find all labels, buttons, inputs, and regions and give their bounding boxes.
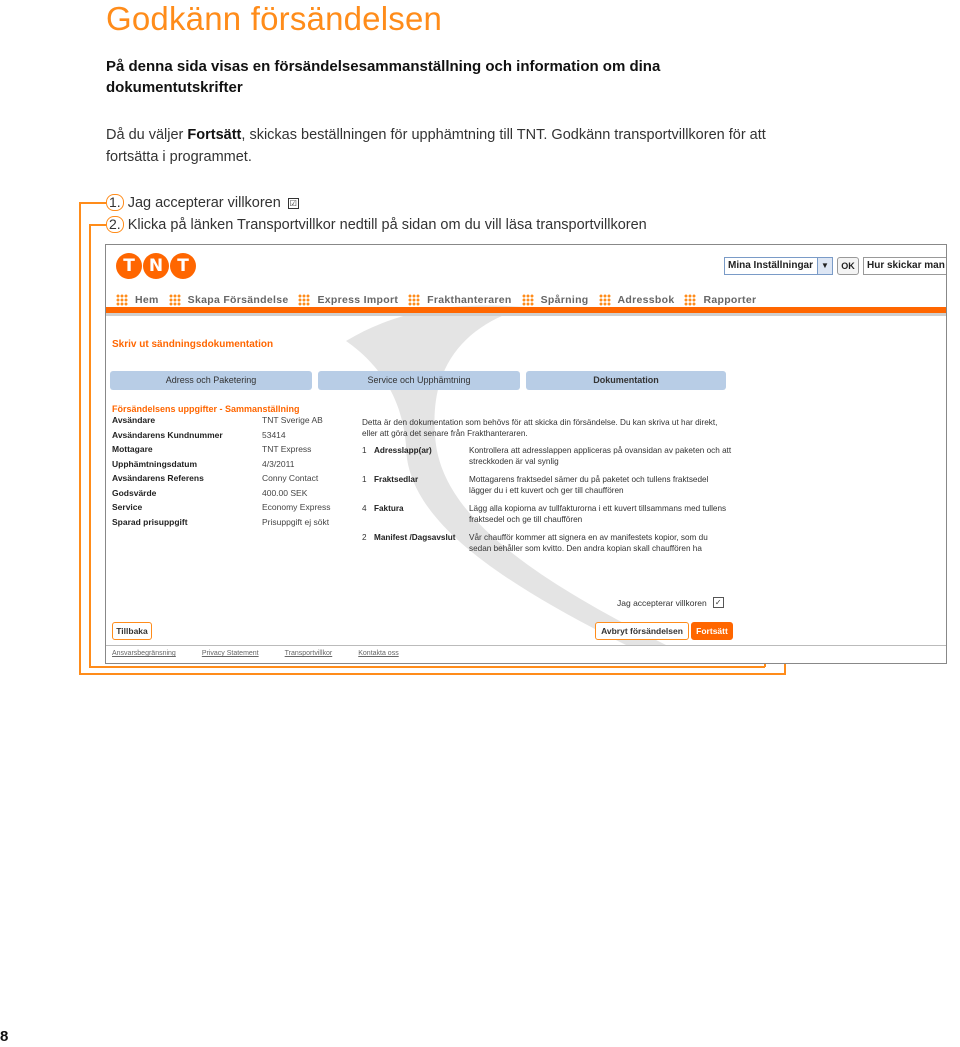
summary-value: 400.00 SEK [262, 487, 308, 498]
page-subtitle: På denna sida visas en försändelsesammanställning och information om dina dokumentutskrifter [106, 58, 661, 96]
dots-icon [169, 294, 181, 306]
summary-key: Avsändare [112, 415, 156, 425]
documents-list [362, 417, 732, 561]
document-row [362, 532, 732, 554]
connector-line [89, 224, 106, 226]
document-count: 2 [362, 533, 367, 542]
document-count: 1 [362, 446, 367, 455]
connector-line [89, 666, 765, 668]
summary-heading: Försändelsens uppgifter - Sammanställning [112, 404, 300, 414]
checkbox-checked-icon: ☑ [289, 198, 297, 208]
summary-key: Avsändarens Kundnummer [112, 429, 223, 440]
dots-icon [116, 294, 128, 306]
connector-line [79, 673, 785, 675]
document-name: Manifest /Dagsavslut [374, 533, 456, 542]
tnt-logo [116, 253, 196, 279]
ok-button[interactable]: OK [837, 257, 859, 275]
summary-value: TNT Express [262, 444, 312, 454]
step-1 [106, 194, 299, 211]
step-2-number: 2. [106, 216, 124, 233]
tnt-logo-letter: T [170, 253, 196, 279]
page-title: Godkänn försändelsen [106, 0, 443, 37]
back-button[interactable]: Tillbaka [112, 622, 152, 640]
accept-terms-label: Jag accepterar villkoren [617, 597, 707, 608]
footer-link-privacy[interactable]: Privacy Statement [201, 650, 259, 657]
footer-links [112, 650, 399, 657]
summary-row [112, 415, 331, 430]
summary-row [112, 488, 331, 503]
dots-icon [684, 294, 696, 306]
footer-divider [106, 645, 946, 646]
nav-item-label: Express Import [317, 294, 399, 306]
tnt-logo-letter: T [116, 253, 142, 279]
summary-value: 4/3/2011 [262, 458, 295, 469]
intro-pre: Då du väljer [106, 127, 188, 143]
tnt-logo-letter: N [143, 253, 169, 279]
nav-item-label: Spårning [540, 294, 589, 306]
nav-item-label: Adressbok [617, 294, 675, 306]
summary-key: Sparad prisuppgift [112, 516, 188, 527]
dots-icon [298, 294, 310, 306]
document-desc: Mottagarens fraktsedel sämer du på paketet och tullens fraktsedel lägger du i ett kuvert och ger till chauffören [469, 475, 709, 495]
footer-link-transportvillkor[interactable]: Transportvillkor [284, 650, 333, 657]
accept-terms [617, 597, 724, 608]
dots-icon [408, 294, 420, 306]
accept-terms-checkbox[interactable]: ✓ [713, 597, 724, 608]
document-row [362, 445, 732, 467]
summary-value: Conny Contact [262, 473, 319, 483]
connector-line [89, 224, 91, 667]
step-1-text: Jag accepterar villkoren [127, 195, 281, 211]
divider [106, 313, 946, 316]
summary-table [112, 415, 331, 531]
connector-line [79, 202, 81, 674]
footer-link-ansvarsbegransning[interactable]: Ansvarsbegränsning [112, 650, 176, 657]
continue-button[interactable]: Fortsätt [691, 622, 733, 640]
dots-icon [522, 294, 534, 306]
tab-adress-och-paketering[interactable]: Adress och Paketering [110, 371, 312, 390]
document-count: 4 [362, 504, 367, 513]
summary-key: Avsändarens Referens [112, 473, 204, 483]
settings-select[interactable] [724, 257, 833, 275]
tnt-screenshot [105, 244, 947, 664]
summary-row [112, 459, 331, 474]
summary-value: TNT Sverige AB [262, 415, 323, 425]
document-desc: Vår chaufför kommer att signera en av manifestets kopior, som du sedan behåller som kvitto. Den andra kopian skall chauffören ha [469, 533, 708, 553]
document-row [362, 474, 732, 496]
document-row [362, 503, 732, 525]
step-2 [106, 216, 647, 233]
cancel-shipment-button[interactable]: Avbryt försändelsen [595, 622, 689, 640]
nav-item-label: Hem [135, 294, 159, 306]
help-select[interactable]: Hur skickar man [863, 257, 947, 275]
summary-row [112, 473, 331, 488]
summary-value: Prisuppgift ej sökt [262, 516, 330, 527]
nav-item-label: Skapa Försändelse [187, 294, 289, 306]
summary-value: 53414 [262, 429, 286, 440]
connector-line [79, 202, 106, 204]
document-name: Faktura [374, 504, 404, 513]
summary-key: Mottagare [112, 444, 153, 454]
summary-row [112, 502, 331, 517]
step-2-text: Klicka på länken Transportvillkor nedtill på sidan om du vill läsa transportvillkoren [127, 217, 647, 233]
nav-item-label: Frakthanteraren [427, 294, 512, 306]
document-desc: Kontrollera att adresslappen appliceras på ovansidan av paketen och att streckkoden är val synlig [469, 446, 732, 466]
tab-dokumentation[interactable]: Dokumentation [526, 371, 726, 390]
page-number: 8 [0, 1028, 9, 1045]
summary-key: Godsvärde [112, 487, 157, 498]
documents-intro: Detta är den dokumentation som behövs för att skicka din försändelse. Du kan skriva ut har direkt, eller att göra det senare från Frakthanteraren. [362, 418, 718, 438]
summary-row [112, 444, 331, 459]
dots-icon [599, 294, 611, 306]
document-count: 1 [362, 475, 367, 484]
document-name: Fraktsedlar [374, 475, 419, 484]
summary-row [112, 430, 331, 445]
settings-select-value: Mina Inställningar [728, 260, 814, 271]
nav-item-label: Rapporter [703, 294, 757, 306]
intro-post: , skickas beställningen för upphämtning till TNT. Godkänn transportvillkoren för att fortsätta i programmet. [106, 127, 766, 165]
tab-service-och-upphamtning[interactable]: Service och Upphämtning [318, 371, 520, 390]
chevron-down-icon: ▼ [817, 258, 832, 274]
footer-link-kontakta-oss[interactable]: Kontakta oss [358, 650, 399, 657]
summary-key: Upphämtningsdatum [112, 458, 197, 469]
summary-key: Service [112, 502, 143, 512]
document-name: Adresslapp(ar) [374, 446, 432, 455]
step-1-number: 1. [106, 194, 124, 211]
summary-row [112, 517, 331, 532]
document-desc: Lägg alla kopiorna av tullfakturorna i ett kuvert tillsammans med tullens fraktsedel och ge till chauffören [469, 504, 727, 524]
summary-value: Economy Express [262, 502, 331, 512]
print-docs-heading: Skriv ut sändningsdokumentation [112, 339, 274, 350]
intro-bold: Fortsätt [187, 127, 242, 143]
intro-paragraph [106, 124, 786, 168]
